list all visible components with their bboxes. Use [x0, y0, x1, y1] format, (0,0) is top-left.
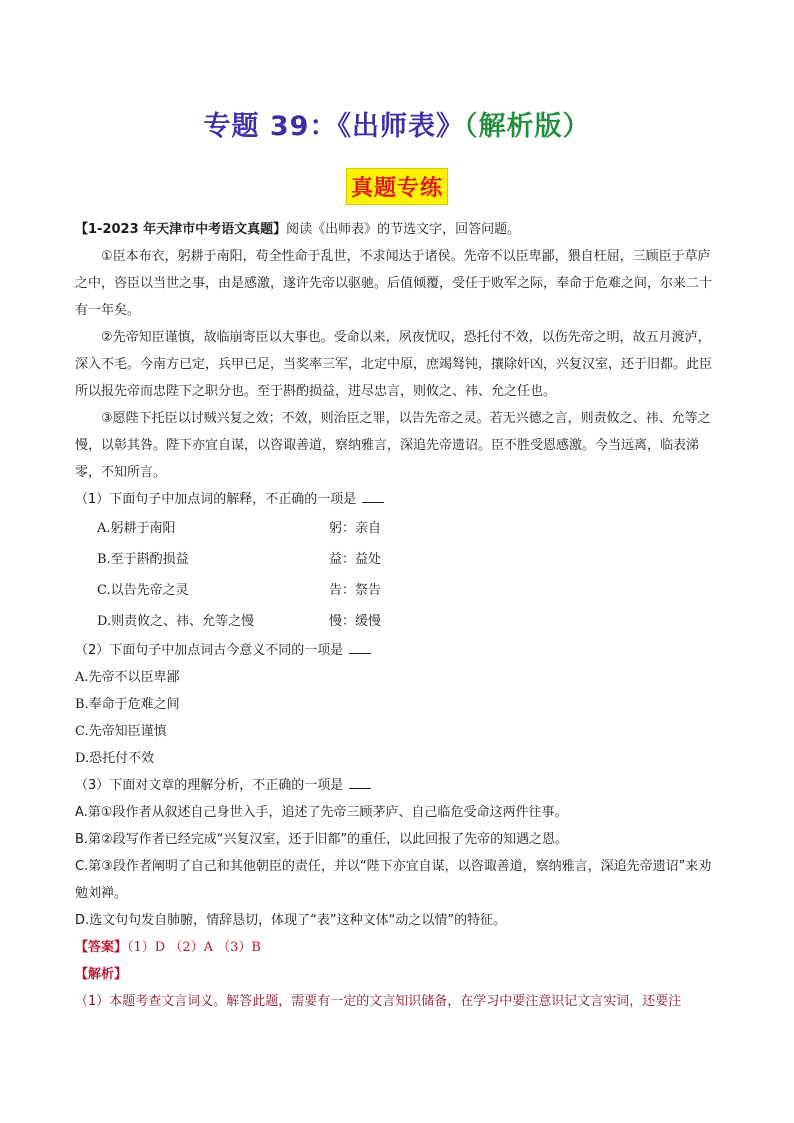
- answer-label: 【答案】: [75, 940, 128, 955]
- question-3-option-d: D.选文句句发自肺腑，情辞恳切，体现了“表”这种文体“动之以情”的特征。: [75, 913, 507, 928]
- question-1-option-c: [97, 575, 723, 606]
- answer-blank: [362, 488, 384, 503]
- option-gloss: 告：祭告: [329, 583, 382, 598]
- question-2-stem: [75, 637, 723, 664]
- passage-paragraph-1: ①臣本布衣，躬耕于南阳，苟全性命于乱世，不求闻达于诸侯。先帝不以臣卑鄙，猥自枉屈，三顾臣于草庐之中，咨臣以当世之事，由是感激，遂许先帝以驱驰。后值倾覆，受任于败军之际，奉命于危难之间，尔来二十有一年矣。: [75, 249, 713, 318]
- question-3-option-b: B.第②段写作者已经完成“兴复汉室，还于旧都”的重任，以此回报了先帝的知遇之恩。: [75, 832, 569, 847]
- passage-paragraph-3: ③愿陛下托臣以讨贼兴复之效；不效，则治臣之罪，以告先帝之灵。若无兴德之言，则责攸之、祎、允等之慢，以彰其咎。陛下亦宜自谋，以咨诹善道，察纳雅言，深追先帝遗诏。臣不胜受恩感激。今当远离，临表涕零，不知所言。: [75, 411, 711, 480]
- title-main: 专题 39：《出师表》: [203, 111, 464, 142]
- section-banner: 真题专练: [346, 168, 448, 205]
- question-2-option-a: A.先帝不以臣卑鄙: [75, 670, 180, 685]
- source-label: 【1-2023 年天津市中考语文真题】: [75, 222, 287, 237]
- question-2-option-c: C.先帝知臣谨慎: [75, 724, 167, 739]
- passage-paragraph-2: ②先帝知臣谨慎，故临崩寄臣以大事也。受命以来，夙夜忧叹，恐托付不效，以伤先帝之明，故五月渡泸，深入不毛。今南方已定，兵甲已足，当奖率三军，北定中原，庶竭驽钝，攘除奸凶，兴复汉室，还于旧都。此臣所以报先帝而忠陛下之职分也。至于斟酌损益，进尽忠言，则攸之、祎、允之任也。: [75, 330, 713, 399]
- main-content: [75, 216, 723, 1015]
- option-gloss: 益：益处: [329, 552, 382, 567]
- analysis-text: （1）本题考查文言词义。解答此题，需要有一定的文言知识储备，在学习中要注意识记文言实词，还要注: [75, 994, 682, 1009]
- answer-blank: [349, 774, 371, 789]
- answer-blank: [349, 639, 371, 654]
- question-1-stem: [75, 486, 723, 513]
- question-1-option-d: [97, 606, 723, 637]
- question-1-text: （1）下面句子中加点词的解释，不正确的一项是: [75, 492, 357, 507]
- question-2-option-b: B.奉命于危难之间: [75, 697, 180, 712]
- option-sentence: D.则责攸之、祎、允等之慢: [97, 614, 255, 629]
- section-banner-wrap: [0, 168, 794, 205]
- title-edition: （解析版）: [463, 111, 591, 142]
- question-3-option-a: A.第①段作者从叙述自己身世入手，追述了先帝三顾茅庐、自己临危受命这两件往事。: [75, 805, 568, 820]
- question-1-option-a: [97, 513, 723, 544]
- source-line: [75, 216, 723, 243]
- question-3-text: （3）下面对文章的理解分析，不正确的一项是: [75, 778, 344, 793]
- question-3-stem: [75, 772, 723, 799]
- option-sentence: B.至于斟酌损益: [97, 552, 189, 567]
- option-sentence: C.以告先帝之灵: [97, 583, 189, 598]
- option-sentence: A.躬耕于南阳: [97, 521, 176, 536]
- option-gloss: 慢：缓慢: [329, 614, 382, 629]
- analysis-heading: [75, 961, 723, 988]
- analysis-label: 【解析】: [75, 967, 128, 982]
- question-1-option-b: [97, 544, 723, 575]
- page-title: [0, 104, 794, 143]
- option-gloss: 躬：亲自: [329, 521, 382, 536]
- answer-line: [75, 934, 723, 961]
- question-2-text: （2）下面句子中加点词古今意义不同的一项是: [75, 643, 344, 658]
- question-2-option-d: D.恐托付不效: [75, 751, 155, 766]
- source-intro: 阅读《出师表》的节选文字，回答问题。: [286, 222, 521, 237]
- question-3-option-c: C.第③段作者阐明了自己和其他朝臣的责任，并以“陛下亦宜自谋，以咨诹善道，察纳雅言，深追先帝遗诏”来劝勉刘禅。: [75, 859, 712, 901]
- answer-text: （1）D （2）A （3）B: [127, 940, 261, 955]
